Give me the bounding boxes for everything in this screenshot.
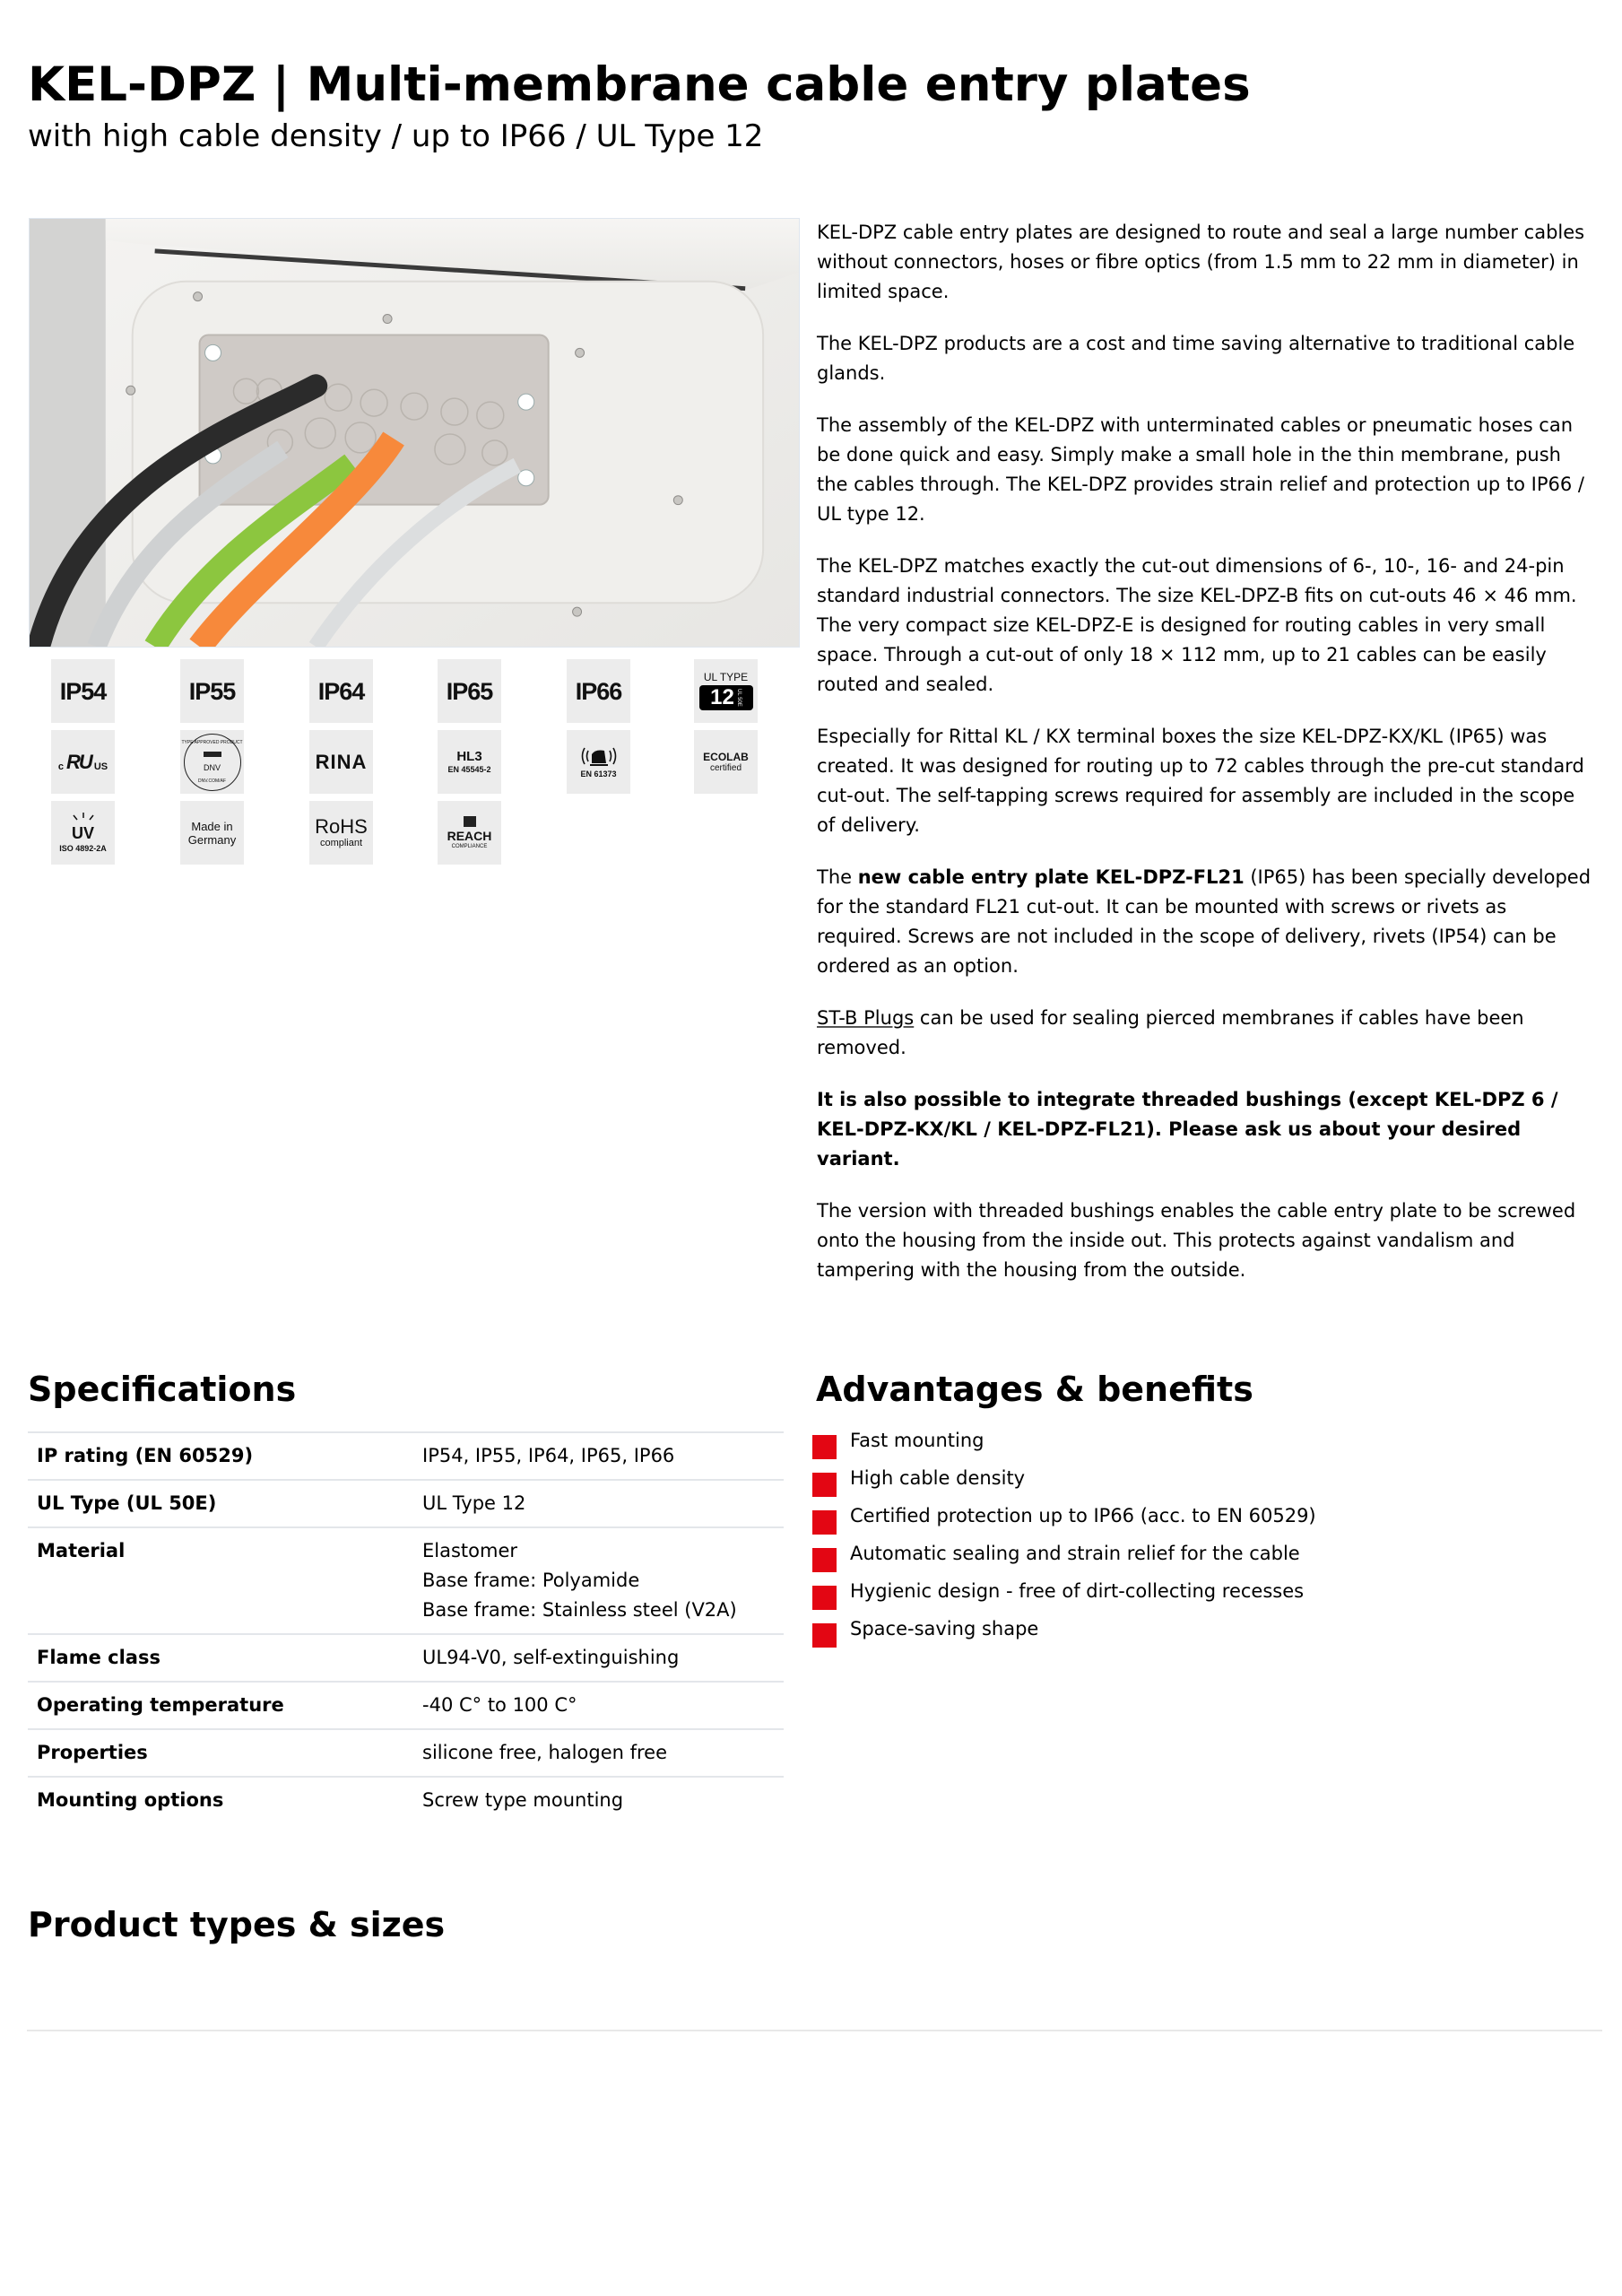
en61373-icon: EN 61373 xyxy=(567,730,630,794)
hl3-icon: HL3 EN 45545-2 xyxy=(438,730,501,794)
advantage-text: Space-saving shape xyxy=(850,1618,1039,1639)
advantage-text: Hygienic design - free of dirt-collecting recesses xyxy=(850,1580,1305,1602)
uv-icon: UV ISO 4892-2A xyxy=(51,801,115,865)
spec-row xyxy=(28,1682,784,1729)
spec-value xyxy=(413,1777,784,1823)
spec-value xyxy=(413,1729,784,1777)
rohs-icon: RoHS compliant xyxy=(309,801,373,865)
page-subtitle: with high cable density / up to IP66 / UL Type 12 xyxy=(28,118,764,154)
ip55-icon: IP55 xyxy=(180,659,244,723)
advantage-item xyxy=(812,1465,1316,1503)
reach-icon: REACH COMPLIANCE xyxy=(438,801,501,865)
description-paragraph: KEL-DPZ cable entry plates are designed to route and seal a large number cables without connectors, hoses or fibre optics (from 1.5 mm to 22 mm in diameter) in limited space. xyxy=(817,222,1585,302)
spec-row xyxy=(28,1729,784,1777)
description-paragraph: ST-B Plugs can be used for sealing pierced membranes if cables have been removed. xyxy=(817,1007,1524,1058)
rina-icon: RINA xyxy=(309,730,373,794)
spec-row xyxy=(28,1777,784,1823)
specifications-table xyxy=(28,1431,784,1823)
dnv-bars-icon xyxy=(204,752,221,757)
spec-row xyxy=(28,1634,784,1682)
st-b-plugs-link[interactable]: ST-B Plugs xyxy=(817,1007,915,1029)
product-photo xyxy=(29,218,800,648)
spec-label: Properties xyxy=(28,1729,413,1777)
product-photo-illustration xyxy=(30,219,799,647)
ip66-icon: IP66 xyxy=(567,659,630,723)
red-square-bullet-icon xyxy=(812,1548,837,1572)
description-paragraph: The KEL-DPZ products are a cost and time saving alternative to traditional cable glands. xyxy=(817,333,1575,384)
ul-type-12-icon: UL TYPE 12 UL 50E xyxy=(694,659,758,723)
spec-label: Operating temperature xyxy=(28,1682,413,1729)
spec-value-line: UL Type 12 xyxy=(422,1492,526,1514)
advantage-item xyxy=(812,1503,1316,1541)
eu-flag-icon xyxy=(464,816,476,827)
spec-value-line: Base frame: Stainless steel (V2A) xyxy=(422,1599,737,1621)
product-description xyxy=(817,218,1597,1308)
fl21-highlight: new cable entry plate KEL-DPZ-FL21 xyxy=(857,866,1245,888)
advantage-text: Fast mounting xyxy=(850,1430,984,1451)
description-paragraph: The assembly of the KEL-DPZ with unterminated cables or pneumatic hoses can be done quick and easy. Simply make a small hole in the thin membrane, push the cables through. The KEL-DPZ provides strain relief and protection up to IP66 / UL type 12. xyxy=(817,414,1584,525)
spec-label: Flame class xyxy=(28,1634,413,1682)
spec-value-line: Elastomer xyxy=(422,1540,518,1561)
red-square-bullet-icon xyxy=(812,1510,837,1535)
description-paragraph: The KEL-DPZ matches exactly the cut-out dimensions of 6-, 10-, 16- and 24-pin standard industrial connectors. The size KEL-DPZ-B fits on cut-outs 46 × 46 mm. The very compact size KEL-DPZ-E is designed for routing cables in very small space. Through a cut-out of only 18 × 112 mm, up to 21 cables can be easily routed and sealed. xyxy=(817,555,1577,695)
description-paragraph: Especially for Rittal KL / KX terminal boxes the size KEL-DPZ-KX/KL (IP65) was created. It was designed for routing up to 72 cables through the pre-cut standard cut-out. The self-tapping screws required for assembly are included in the scope of delivery. xyxy=(817,726,1584,836)
sun-rays-icon xyxy=(65,812,101,824)
product-types-heading: Product types & sizes xyxy=(28,1905,446,1944)
spec-label: Mounting options xyxy=(28,1777,413,1823)
advantage-text: Automatic sealing and strain relief for the cable xyxy=(850,1543,1300,1564)
spec-value xyxy=(413,1480,784,1527)
ip65-icon: IP65 xyxy=(438,659,501,723)
certification-icons xyxy=(51,659,768,874)
description-paragraph: The version with threaded bushings enables the cable entry plate to be screwed onto the housing from the inside out. This protects against vandalism and tampering with the housing from the outside. xyxy=(817,1200,1576,1281)
advantage-item xyxy=(812,1578,1316,1616)
advantage-text: High cable density xyxy=(850,1467,1026,1489)
spec-label: Material xyxy=(28,1527,413,1634)
advantages-list xyxy=(812,1428,1316,1654)
advantage-item xyxy=(812,1616,1316,1654)
specifications-heading: Specifications xyxy=(28,1370,297,1409)
train-vibration-icon xyxy=(579,745,619,767)
section-divider xyxy=(27,2030,1602,2031)
spec-value-line: -40 C° to 100 C° xyxy=(422,1694,577,1716)
ip54-icon: IP54 xyxy=(51,659,115,723)
red-square-bullet-icon xyxy=(812,1623,837,1648)
spec-label: UL Type (UL 50E) xyxy=(28,1480,413,1527)
spec-row xyxy=(28,1527,784,1634)
spec-label: IP rating (EN 60529) xyxy=(28,1432,413,1480)
ip64-icon: IP64 xyxy=(309,659,373,723)
spec-value-line: IP54, IP55, IP64, IP65, IP66 xyxy=(422,1445,675,1466)
spec-value xyxy=(413,1527,784,1634)
page-title: KEL-DPZ | Multi-membrane cable entry plates xyxy=(28,57,1251,112)
cul-us-icon: c RU US xyxy=(51,730,115,794)
spec-value xyxy=(413,1682,784,1729)
dnv-icon: TYPE APPROVED PRODUCT DNV DNV.COM/AF xyxy=(180,730,244,794)
spec-row xyxy=(28,1432,784,1480)
description-paragraph: The new cable entry plate KEL-DPZ-FL21 (IP65) has been specially developed for the standard FL21 cut-out. It can be mounted with screws or rivets as required. Screws are not included in the scope of delivery, rivets (IP54) can be ordered as an option. xyxy=(817,866,1592,977)
advantage-item xyxy=(812,1541,1316,1578)
spec-row xyxy=(28,1480,784,1527)
description-paragraph-bold: It is also possible to integrate threaded bushings (except KEL-DPZ 6 / KEL-DPZ-KX/KL / KEL-DPZ-FL21). Please ask us about your desired variant. xyxy=(817,1089,1558,1170)
red-square-bullet-icon xyxy=(812,1473,837,1497)
advantage-item xyxy=(812,1428,1316,1465)
spec-value-line: Base frame: Polyamide xyxy=(422,1570,640,1591)
advantages-heading: Advantages & benefits xyxy=(816,1370,1253,1409)
ecolab-icon: ECOLAB certified xyxy=(694,730,758,794)
spec-value-line: UL94-V0, self-extinguishing xyxy=(422,1647,680,1668)
spec-value-line: silicone free, halogen free xyxy=(422,1742,667,1763)
advantage-text: Certified protection up to IP66 (acc. to EN 60529) xyxy=(850,1505,1316,1526)
made-in-germany-icon: Made in Germany xyxy=(180,801,244,865)
spec-value xyxy=(413,1432,784,1480)
spec-value-line: Screw type mounting xyxy=(422,1789,624,1811)
red-square-bullet-icon xyxy=(812,1435,837,1459)
red-square-bullet-icon xyxy=(812,1586,837,1610)
spec-value xyxy=(413,1634,784,1682)
